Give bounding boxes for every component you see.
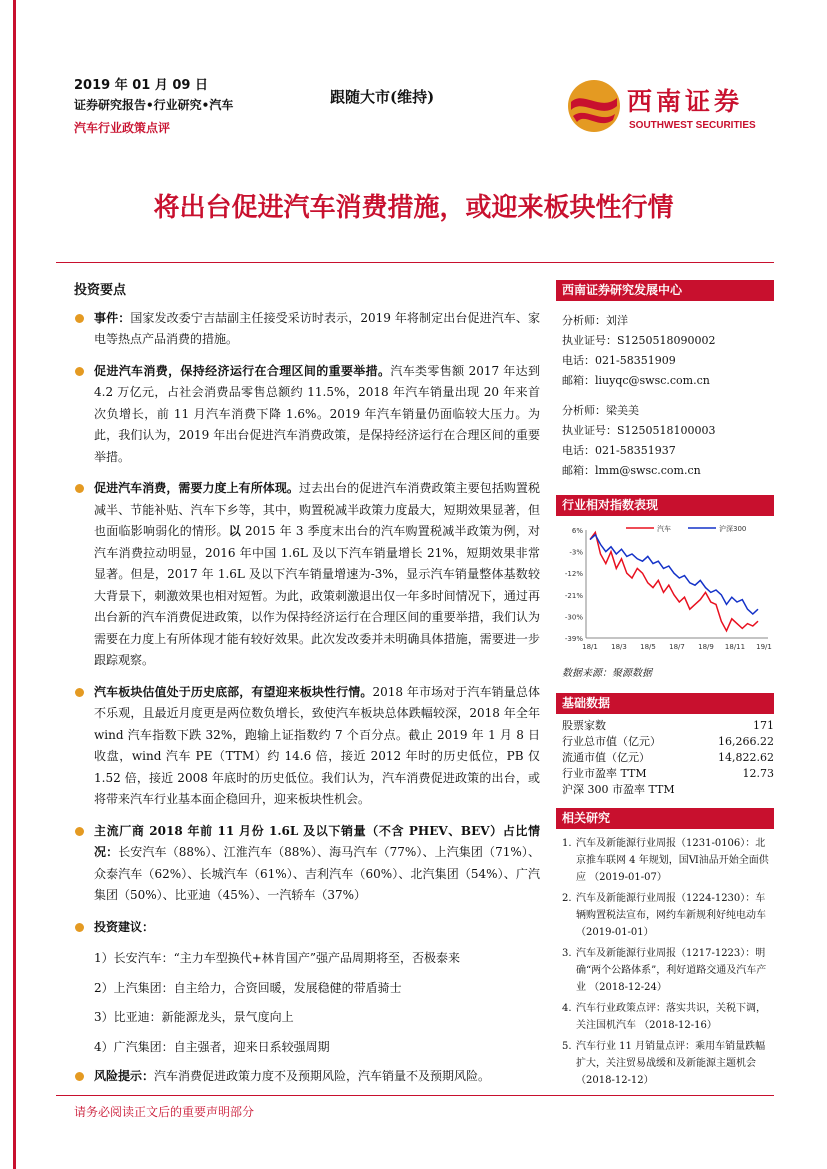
related-text: 汽车及新能源行业周报（1231-0106）：北京推车联网 4 年规划，国Ⅵ油品开始全面供应 （2019-01-07） — [576, 838, 769, 883]
bullet-valuation — [74, 682, 540, 811]
bullet-bold: 促进汽车消费，需要力度上有所体现。 — [94, 481, 299, 495]
related-item[interactable] — [562, 835, 774, 886]
research-center-header: 西南证券研究发展中心 — [556, 280, 774, 301]
x-tick-label: 18/5 — [640, 643, 656, 651]
y-tick-label: -39% — [564, 635, 583, 643]
chart-header: 行业相对指数表现 — [556, 495, 774, 516]
bullet-consumption — [74, 361, 540, 469]
related-text: 汽车行业政策点评：落实共识，关税下调，关注国机汽车 （2018-12-16） — [576, 1003, 766, 1031]
bullet-text: 2018 年市场对于汽车销量总体不乐观，且最近月度更是两位数负增长，致使汽车板块总体跌幅较深，2018 年全年 wind 汽车指数下跌 32%，跑输上证指数约 7 个百分点。截止 2019 年 1 月 8 日收盘，wind 汽车 PE（TTM）约 14.6 倍，接近 2012 年时的历史低位，PB 仅 1.52 倍，接近 2008 年底时的历史低位。我们认为，汽车消费促进政策的出台，或将带来汽车行业基本面企稳回升，迎来板块性机会。 — [94, 684, 540, 806]
related-item[interactable] — [562, 1000, 774, 1034]
related-text: 汽车及新能源行业周报（1224-1230）：车辆购置税法宣布，网约车新规利好纯电动车 （2019-01-01） — [576, 893, 766, 938]
suggestion-item: 2）上汽集团：自主给力，合资回暖，发展稳健的带盾骑士 — [94, 980, 402, 995]
basic-label: 股票家数 — [562, 719, 606, 732]
legend-label: 汽车 — [657, 525, 671, 533]
analyst-phone: 电话：021-58351937 — [562, 444, 676, 457]
related-num: 5. — [562, 1041, 572, 1052]
bullet-bold: 以 — [228, 524, 241, 538]
analyst-cert: 执业证号：S1250518100003 — [562, 424, 716, 437]
report-date: 2019 年 01 月 09 日 — [74, 78, 208, 93]
x-tick-label: 18/9 — [698, 643, 714, 651]
basic-value: 14,822.62 — [718, 751, 774, 764]
bullet-text: 汽车消费促进政策力度不及预期风险，汽车销量不及预期风险。 — [154, 1069, 491, 1083]
bullet-text: 过去出台的促进汽车消费政策主要包括购置税减半、节能补贴、汽车下乡等，其中，购置税减半政策力度最大，短期效果显著，但也面临影响弱化的情形。 — [94, 481, 540, 538]
basic-row — [562, 718, 774, 734]
basic-label: 行业市盈率 TTM — [562, 767, 647, 780]
related-num: 3. — [562, 948, 572, 959]
left-accent-bar — [13, 0, 16, 1169]
report-subtype: 汽车行业政策点评 — [74, 121, 171, 135]
logo-text-cn: 西南证券 — [627, 87, 744, 116]
related-item[interactable] — [562, 945, 774, 996]
x-tick-label: 18/3 — [611, 643, 627, 651]
y-tick-label: 6% — [571, 527, 583, 535]
bullet-text: 汽车类零售额 2017 年达到 4.2 万亿元，占社会消费品零售总额约 11.5%，2018 年汽车销量出现 20 年来首次负增长，前 11 月汽车消费下降 1.6%。2019 年汽车销量仍面临较大压力。为此，我们认为，2019 年出台促进汽车消费政策，是保持经济运行在合理区间的重要举措。 — [94, 363, 540, 464]
legend-label: 沪深300 — [719, 525, 747, 533]
basic-value: 171 — [753, 719, 774, 732]
bullet-bold: 主流厂商 2018 年前 11 月份 1.6L 及以下销量（不含 PHEV、BEV）占比情况： — [94, 823, 540, 859]
related-text: 汽车及新能源行业周报（1217-1223）：明确“两个公路体系”，利好道路交通及汽车产业 （2018-12-24） — [576, 948, 767, 993]
related-text: 汽车行业 11 月销量点评：乘用车销量跌幅扩大，关注贸易战缓和及新能源主题机会 （2018-12-12） — [576, 1041, 766, 1086]
basic-row — [562, 750, 774, 766]
analyst-phone: 电话：021-58351909 — [562, 354, 676, 367]
bullet-bold: 促进汽车消费，保持经济运行在合理区间的重要举措。 — [94, 363, 391, 378]
bullet-risk — [74, 1066, 540, 1088]
related-num: 1. — [562, 838, 572, 849]
section-heading: 投资要点 — [74, 283, 127, 298]
analyst-info — [556, 301, 774, 481]
bullet-bold: 风险提示： — [94, 1069, 155, 1083]
basic-row — [562, 766, 774, 782]
rating: 跟随大市(维持) — [330, 88, 435, 106]
footer-disclaimer: 请务必阅读正文后的重要声明部分 — [74, 1105, 255, 1119]
chart-source: 数据来源：聚源数据 — [562, 668, 652, 679]
bullet-text: 2015 年 3 季度末出台的汽车购置税减半政策为例，对汽车消费拉动明显，2016 年中国 1.6L 及以下汽车销量增长 21%，短期效果非常显著。但是，2017 年 1.6L 及以下汽车销量增速为-3%，显示汽车销量整体基数较大背景下，刺激效果也相对短暂。为此，政策刺激退出仅一年多时间情况下，通过再出台新的汽车消费促进政策，以作为保持经济运行在合理区间的重要举措，我们认为需要在力度上有所体现才能有较好效果。此次发改委并未明确具体措施，需要进一步跟踪观察。 — [94, 524, 540, 667]
analyst-email[interactable]: 邮箱：lmm@swsc.com.cn — [562, 464, 701, 477]
bullet-suggestions — [74, 917, 540, 939]
basic-data-table — [562, 718, 774, 798]
basic-data-header: 基础数据 — [556, 693, 774, 714]
y-tick-label: -3% — [569, 548, 583, 557]
bullet-bold: 投资建议： — [94, 919, 155, 934]
series-line-0 — [590, 532, 758, 630]
analyst-cert: 执业证号：S1250518090002 — [562, 334, 716, 347]
report-type: 证券研究报告•行业研究•汽车 — [74, 98, 234, 112]
basic-label: 行业总市值（亿元） — [562, 735, 661, 748]
bullet-event — [74, 308, 540, 351]
suggestion-item: 3）比亚迪：新能源龙头，景气度向上 — [94, 1010, 294, 1024]
logo-emblem-icon — [567, 76, 621, 136]
y-tick-label: -30% — [564, 613, 583, 622]
page-title: 将出台促进汽车消费措施，或迎来板块性行情 — [153, 193, 674, 223]
bullet-policy-strength — [74, 478, 540, 672]
analyst-name: 分析师：刘洋 — [562, 314, 628, 327]
bullet-text: 国家发改委宁吉喆副主任接受采访时表示，2019 年将制定出台促进汽车、家电等热点产品消费的措施。 — [94, 310, 540, 346]
related-num: 2. — [562, 893, 572, 904]
series-line-1 — [590, 535, 758, 614]
related-research-header: 相关研究 — [556, 808, 774, 829]
bullet-sales-share — [74, 821, 540, 907]
basic-value: 16,266.22 — [718, 735, 774, 748]
related-num: 4. — [562, 1003, 572, 1014]
company-logo — [567, 76, 767, 138]
sidebar — [556, 280, 774, 1093]
basic-label: 沪深 300 市盈率 TTM — [562, 783, 675, 796]
related-research-list — [562, 835, 774, 1089]
y-tick-label: -12% — [564, 570, 583, 579]
basic-row — [562, 734, 774, 750]
basic-row — [562, 782, 774, 798]
bullet-bold: 汽车板块估值处于历史底部，有望迎来板块性行情。 — [94, 684, 373, 699]
x-tick-label: 18/7 — [669, 643, 685, 651]
logo-text-en: SOUTHWEST SECURITIES — [629, 120, 756, 131]
y-tick-label: -21% — [564, 591, 583, 600]
x-tick-label: 19/1 — [756, 643, 772, 651]
basic-value: 12.73 — [742, 767, 774, 780]
header-divider — [56, 262, 774, 263]
related-item[interactable] — [562, 1038, 774, 1089]
x-tick-label: 18/11 — [724, 643, 746, 651]
basic-label: 流通市值（亿元） — [562, 751, 650, 764]
index-performance-chart — [556, 522, 774, 660]
bullet-text: 长安汽车（88%）、江淮汽车（88%）、海马汽车（77%）、上汽集团（71%）、众泰汽车（62%）、长城汽车（61%）、吉利汽车（60%）、北汽集团（54%）、广汽集团（50%）、比亚迪（45%）、一汽轿车（37%） — [94, 845, 540, 902]
investment-highlights — [74, 280, 540, 1098]
bullet-bold: 事件： — [94, 310, 131, 325]
x-tick-label: 18/1 — [582, 643, 598, 651]
analyst-name: 分析师：梁美美 — [562, 404, 639, 417]
suggestion-item: 1）长安汽车：“主力车型换代+林肯国产”强产品周期将至，否极泰来 — [94, 951, 460, 965]
suggestion-item: 4）广汽集团：自主强者，迎来日系较强周期 — [94, 1039, 330, 1054]
footer-divider — [56, 1095, 774, 1096]
analyst-email[interactable]: 邮箱：liuyqc@swsc.com.cn — [562, 374, 710, 387]
related-item[interactable] — [562, 890, 774, 941]
